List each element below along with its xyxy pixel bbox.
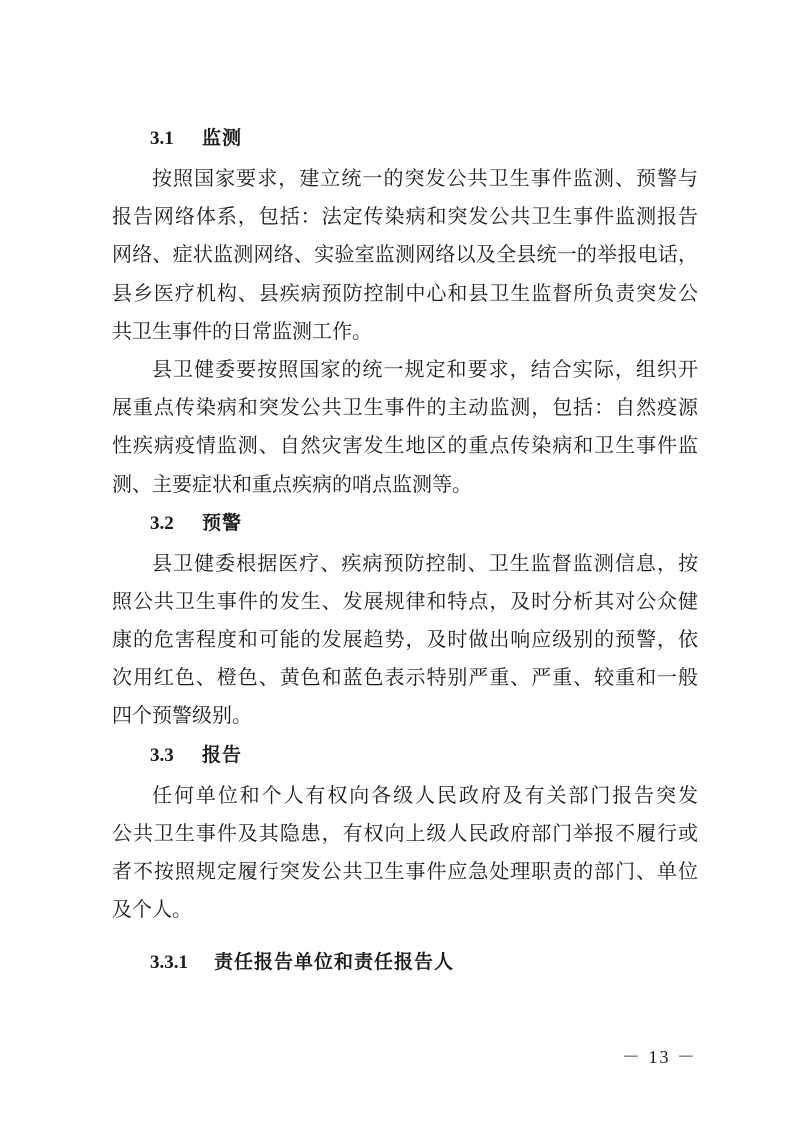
section-heading-3-2: [112, 503, 698, 544]
paragraph-line: 次用红色、橙色、黄色和蓝色表示特别严重、严重、较重和一般: [112, 665, 698, 690]
paragraph-line: 报告网络体系，包括：法定传染病和突发公共卫生事件监测报告: [112, 204, 698, 229]
section-heading-3-3: [112, 735, 698, 776]
paragraph: [112, 776, 698, 929]
paragraph-line: 测、主要症状和重点疾病的哨点监测等。: [112, 471, 472, 496]
paragraph-line: 性疾病疫情监测、自然灾害发生地区的重点传染病和卫生事件监: [112, 433, 698, 458]
section-number: 3.3.1: [150, 952, 188, 974]
section-title: 监测: [202, 127, 243, 149]
paragraph-line: 照公共卫生事件的发生、发展规律和特点，及时分析其对公众健: [112, 588, 698, 613]
paragraph-line: 共卫生事件的日常监测工作。: [112, 318, 372, 343]
paragraph: [112, 159, 698, 350]
paragraph-line: 按照国家要求，建立统一的突发公共卫生事件监测、预警与: [152, 166, 698, 190]
paragraph: [112, 350, 698, 503]
paragraph-line: 者不按照规定履行突发公共卫生事件应急处理职责的部门、单位: [112, 859, 698, 883]
paragraph-line: 网络、症状监测网络、实验室监测网络以及全县统一的举报电话，: [112, 242, 698, 267]
page-number: － 13 －: [622, 1047, 697, 1067]
paragraph-line: 及个人。: [112, 897, 192, 922]
section-heading-3-1: [112, 118, 698, 159]
section-title: 责任报告单位和责任报告人: [214, 951, 455, 974]
paragraph-line: 展重点传染病和突发公共卫生事件的主动监测，包括：自然疫源: [112, 395, 698, 420]
paragraph-line: 四个预警级别。: [112, 703, 252, 728]
paragraph-line: 公共卫生事件及其隐患，有权向上级人民政府部门举报不履行或: [112, 820, 698, 845]
section-heading-3-3-1: [112, 942, 698, 983]
paragraph-line: 任何单位和个人有权向各级人民政府及有关部门报告突发: [152, 782, 698, 807]
document-page: [112, 118, 698, 983]
paragraph-line: 康的危害程度和可能的发展趋势，及时做出响应级别的预警，依: [112, 627, 698, 652]
section-number: 3.3: [150, 744, 174, 766]
section-number: 3.2: [150, 512, 174, 534]
paragraph: [112, 544, 698, 735]
section-title: 报告: [202, 743, 243, 766]
section-number: 3.1: [150, 128, 174, 149]
section-title: 预警: [202, 511, 243, 534]
paragraph-line: 县乡医疗机构、县疾病预防控制中心和县卫生监督所负责突发公: [112, 280, 698, 305]
paragraph-line: 县卫健委要按照国家的统一规定和要求，结合实际，组织开: [152, 356, 698, 381]
paragraph-line: 县卫健委根据医疗、疾病预防控制、卫生监督监测信息，按: [152, 550, 698, 575]
